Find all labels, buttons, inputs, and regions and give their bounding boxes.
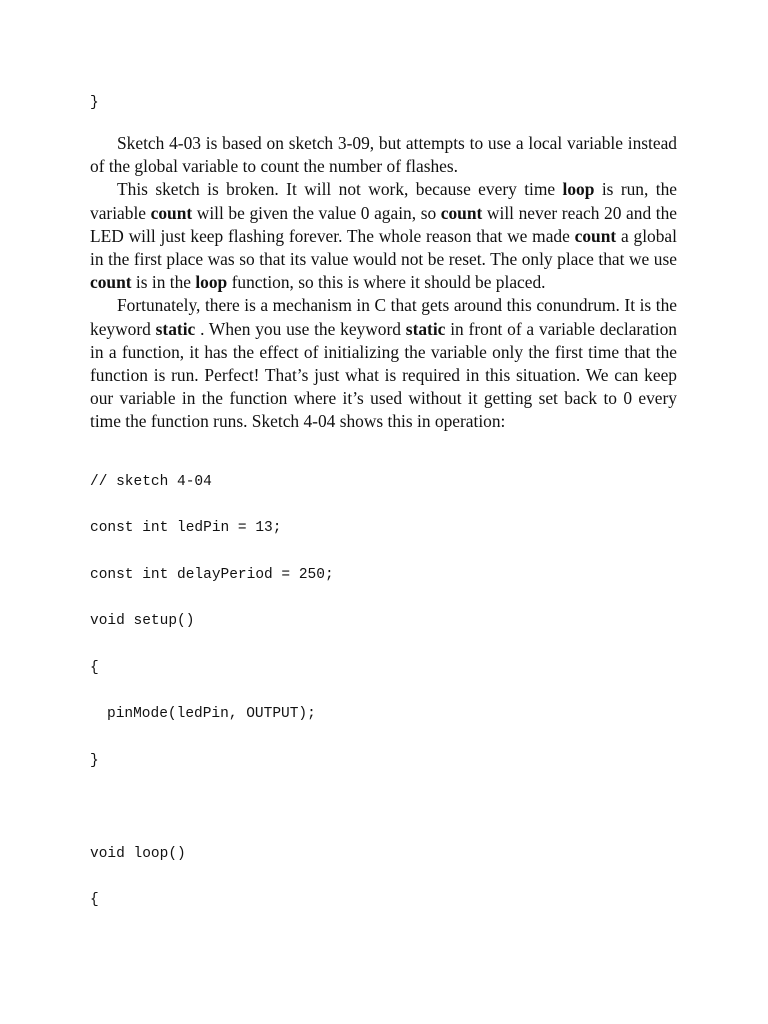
code-line-loop: void loop() (90, 846, 186, 862)
code-closing-brace: } (90, 95, 99, 111)
paragraph-2 (90, 178, 677, 294)
text-run: Fortunately, there is a mechanism in C that gets around this conundrum. It is the keyword (90, 295, 677, 339)
code-line-pinmode: pinMode(ledPin, OUTPUT); (107, 706, 316, 722)
keyword-count: count (150, 202, 193, 223)
text-run: is run, the variable (90, 179, 677, 223)
text-run: is in the (131, 272, 196, 293)
keyword-count: count (90, 272, 132, 293)
code-line-close-brace: } (90, 753, 99, 769)
paragraph-1: Sketch 4-03 is based on sketch 3-09, but attempts to use a local variable instead of the global variable to count the number of flashes. (90, 133, 677, 177)
keyword-static: static (155, 318, 196, 339)
code-line-open-brace: { (90, 660, 99, 676)
code-line-open-brace: { (90, 892, 99, 908)
code-line-setup: void setup() (90, 613, 195, 629)
text-run: This sketch is broken. It will not work, because every time (117, 179, 563, 200)
text-run: will be given the value 0 again, so (192, 202, 441, 223)
text-run: will never reach 20 and the LED will just keep flashing forever. The whole reason that we made (90, 202, 677, 246)
text-run: function, so this is where it should be placed. (227, 272, 546, 293)
keyword-loop: loop (195, 272, 228, 293)
keyword-count: count (574, 225, 617, 246)
body-text (90, 132, 677, 434)
text-run: . When you use the keyword (195, 318, 406, 339)
keyword-count: count (440, 202, 483, 223)
document-page (90, 0, 677, 1024)
code-line-comment: // sketch 4-04 (90, 474, 212, 490)
text-run: a global in the first place was so that its value would not be reset. The only place that we use (90, 225, 677, 270)
paragraph-3 (90, 294, 677, 433)
code-line-ledpin: const int ledPin = 13; (90, 520, 282, 536)
text-run: in front of a variable declaration in a function, it has the effect of initializing the variable only the first time that the function is run. Perfect! That’s just what is required in this situation. We can keep our variable in the function where it’s used without it getting set back to 0 every time the function runs. Sketch 4-04 shows this in operation: (90, 318, 677, 432)
code-line-delayperiod: const int delayPeriod = 250; (90, 567, 334, 583)
keyword-loop: loop (562, 179, 595, 200)
keyword-static: static (405, 318, 446, 339)
